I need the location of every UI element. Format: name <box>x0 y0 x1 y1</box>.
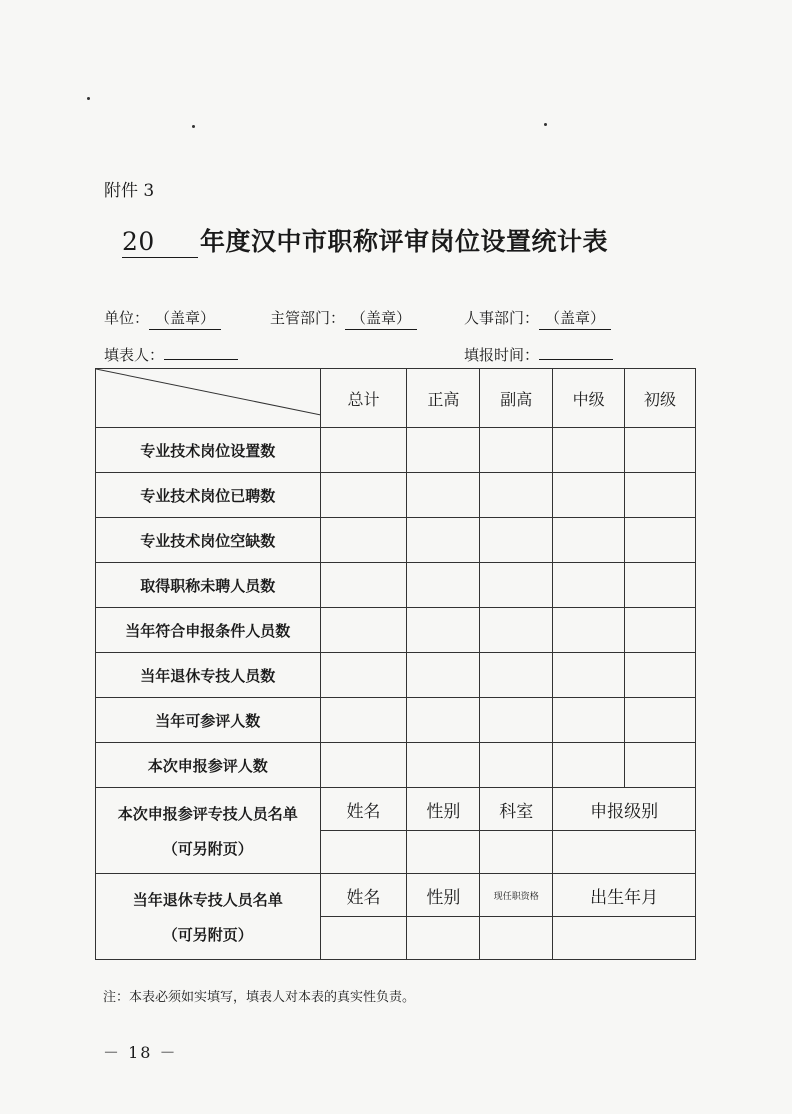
table-row <box>96 743 696 788</box>
row-label: 专业技术岗位空缺数 <box>96 518 321 563</box>
table-row <box>96 653 696 698</box>
col-header: 出生年月 <box>553 874 696 917</box>
row-label: 专业技术岗位设置数 <box>96 428 321 473</box>
col-header: 姓名 <box>320 874 407 917</box>
scan-speck <box>544 123 547 126</box>
diagonal-line <box>96 369 321 427</box>
col-header: 姓名 <box>320 788 407 831</box>
applicant-list-label: 本次申报参评专技人员名单 （可另附页） <box>96 788 321 874</box>
filler-field: 填表人： <box>104 344 238 365</box>
retiree-list-label: 当年退休专技人员名单 （可另附页） <box>96 874 321 960</box>
col-header: 性别 <box>407 788 480 831</box>
row-label: 取得职称未聘人员数 <box>96 563 321 608</box>
retiree-header-row <box>96 874 696 917</box>
date-field: 填报时间： <box>464 344 613 365</box>
table-row <box>96 608 696 653</box>
scan-speck <box>192 125 195 128</box>
applicant-header-row <box>96 788 696 831</box>
row-label: 专业技术岗位已聘数 <box>96 473 321 518</box>
row-label: 当年退休专技人员数 <box>96 653 321 698</box>
table-header-row <box>96 369 696 428</box>
col-header: 总计 <box>320 369 407 428</box>
title-year: 20 <box>122 227 198 258</box>
footnote: 注：本表必须如实填写，填表人对本表的真实性负责。 <box>103 990 416 1005</box>
col-header: 现任职资格 <box>480 874 553 917</box>
col-header: 科室 <box>480 788 553 831</box>
attachment-label: 附件 3 <box>104 181 155 201</box>
unit-field: 单位： （盖章） <box>104 307 221 330</box>
hr-field: 人事部门： （盖章） <box>464 307 611 330</box>
col-header: 副高 <box>480 369 553 428</box>
table-row <box>96 473 696 518</box>
col-header: 初级 <box>625 369 696 428</box>
table-row <box>96 518 696 563</box>
page-title <box>122 222 608 258</box>
row-label: 本次申报参评人数 <box>96 743 321 788</box>
page-number: － 18 － <box>103 1043 178 1062</box>
table-row <box>96 563 696 608</box>
col-header: 性别 <box>407 874 480 917</box>
row-label: 当年可参评人数 <box>96 698 321 743</box>
title-text: 年度汉中市职称评审岗位设置统计表 <box>200 227 609 256</box>
table-row <box>96 698 696 743</box>
dept-field: 主管部门： （盖章） <box>270 307 417 330</box>
col-header: 正高 <box>407 369 480 428</box>
scan-speck <box>87 97 90 100</box>
col-header: 申报级别 <box>553 788 696 831</box>
statistics-table <box>95 368 696 960</box>
row-label: 当年符合申报条件人员数 <box>96 608 321 653</box>
table-row <box>96 428 696 473</box>
diagonal-header-cell <box>96 369 321 428</box>
col-header: 中级 <box>553 369 625 428</box>
